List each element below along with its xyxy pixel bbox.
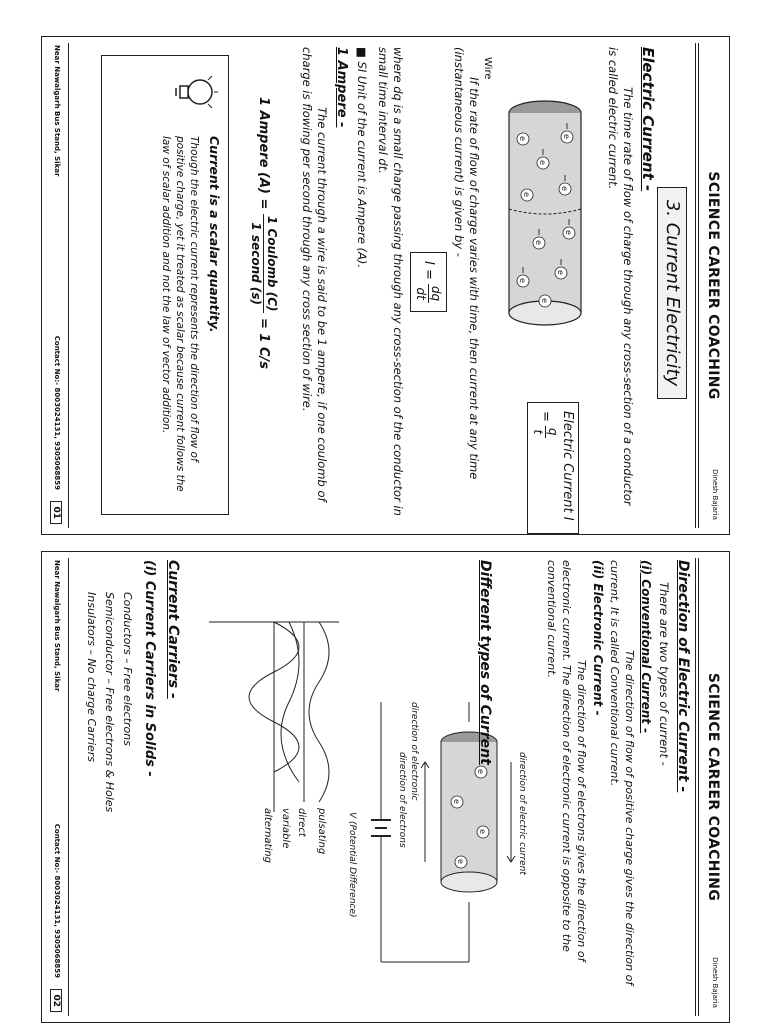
ampere-eq-rhs: = 1 C/s [256,318,271,370]
page-one-content [42,37,729,534]
electron-label-2: e [538,160,547,165]
scalar-heading: Current is a scalar quantity. [207,136,222,333]
footer-address: Near Nawalgarh Bus Stand, Sikar [53,560,61,692]
instant-formula-lhs: I = [421,261,436,280]
author-name: Dinesh Bajaria [711,957,719,1008]
diagram-label-voltage: V (Potential Difference) [347,812,357,918]
ampere-equation [248,97,279,517]
ampere-eq-fraction [248,214,279,314]
header-rule-thin [695,43,696,528]
header-rule-thin [695,558,696,1016]
electronic-heading: (ii) Electronic Current - [591,560,605,716]
fraction-t: t [531,429,545,435]
wave-label-direct: direct [296,808,307,837]
circuit-electron-label-1: e [476,769,485,774]
conductor-end-right [441,872,497,892]
footer-rule [68,558,69,1016]
electron-label-9: e [518,278,527,283]
diagram-label-electrons: direction of electrons [397,752,407,848]
brand-header: SCIENCE CAREER COACHING [705,171,721,400]
definition-text: The time rate of flow of charge through any cross-section of a conductor is called electric current. [606,47,635,506]
electric-current-heading: Electric Current - [639,47,657,192]
carriers-heading: Current Carriers - [165,560,181,699]
electron-label-1: e [562,134,571,139]
lightbulb-icon [170,72,218,112]
two-types-text: There are two types of current - [657,582,671,766]
author-name: Dinesh Bajaria [711,469,719,520]
current-formula-label: Electric Current I = [538,411,575,521]
chapter-title: 3. Current Electricity [657,187,687,399]
page-number: 02 [50,989,62,1012]
current-formula-box [527,402,579,534]
ampere-text: The current through a wire is said to be 1 ampere, if one coulomb of charge is flowing per second through any cross section of wire. [300,47,329,502]
carrier-semiconductor: Semiconductor – Free electrons & Holes [103,592,116,813]
scalar-text: Though the electric current represents the direction of flow of positive charge, yet it treated as scalar because current follows the law of scalar addition and not the law of vector addition. [160,136,200,492]
electron-label-3: e [518,136,527,141]
carrier-insulators: Insulators – No charge Carriers [85,592,98,763]
wire-diagram [489,77,601,377]
pulsating-wave [309,622,329,802]
electron-label-8: e [556,270,565,275]
brand-header: SCIENCE CAREER COACHING [705,672,721,902]
ampere-eq-den: 1 second (s) [249,222,263,306]
footer-contact: Contact No:- 8003024131, 9305068859 [53,335,61,490]
si-unit-text: SI Unit of the current is Ampere (A). [355,61,369,269]
dq-text: where dq is a small charge passing through any cross-section of the conductor in small time interval dt. [376,47,405,516]
electronic-text: The direction of flow of electrons gives the direction of electronic current. The direction of electronic current is opposite to the conventional current. [545,560,588,962]
direction-heading: Direction of Electric Current - [675,560,691,793]
fraction-q: q [546,428,560,436]
diagram-label-conventional: direction of electric current [517,752,527,875]
si-unit-line [354,47,369,527]
scalar-note-box [101,55,229,515]
header-rule [698,43,699,528]
footer-address: Near Nawalgarh Bus Stand, Sikar [53,45,61,177]
conventional-text: The direction of flow of positive charge gives the direction of current, It is called Conventional current. [608,560,636,986]
circuit-electron-label-4: e [456,859,465,864]
variable-rate-text: If the rate of flow of charge varies with time, then current at any time (instantaneous current) is given by - [452,47,481,480]
electron-label-6: e [564,230,573,235]
types-heading: Different types of Current [477,560,493,765]
circuit-diagram [361,702,541,1002]
instant-formula-box [410,252,447,312]
circuit-electron-label-3: e [478,829,487,834]
footer-contact: Contact No:- 8003024131, 9305068859 [53,823,61,978]
fraction-dq: dq [429,286,443,302]
electron-label-7: e [534,240,543,245]
circuit-electron-label-2: e [452,799,461,804]
instant-fraction [414,284,443,303]
current-fraction [531,426,560,438]
wave-label-alternating: alternating [262,808,273,863]
wire-label: Wire [482,57,493,80]
bullet-icon: ■ [355,47,369,58]
carrier-conductors: Conductors – Free electrons [121,592,134,746]
ampere-eq-lhs: 1 Ampere (A) = [256,97,271,210]
wave-label-variable: variable [280,808,291,849]
page-two-content [42,552,729,1022]
wave-label-pulsating: pulsating [316,808,327,855]
solids-heading: (i) Current Carriers in Solids - [142,560,157,777]
ampere-heading: 1 Ampere - [334,47,349,128]
page-one [41,36,730,535]
diagram-label-electronic-a: direction of electronic [409,702,419,801]
header-rule [698,558,699,1016]
page-number: 01 [50,501,62,524]
variable-wave [281,622,299,782]
conventional-heading: (i) Conventional Current - [639,560,653,734]
fraction-dt: dt [414,287,428,300]
ampere-eq-num: 1 Coulomb (C) [265,215,279,312]
electron-label-4: e [560,186,569,191]
footer-rule [68,43,69,528]
electron-label-10: e [540,298,549,303]
page-two [41,551,730,1023]
electron-label-5: e [522,192,531,197]
